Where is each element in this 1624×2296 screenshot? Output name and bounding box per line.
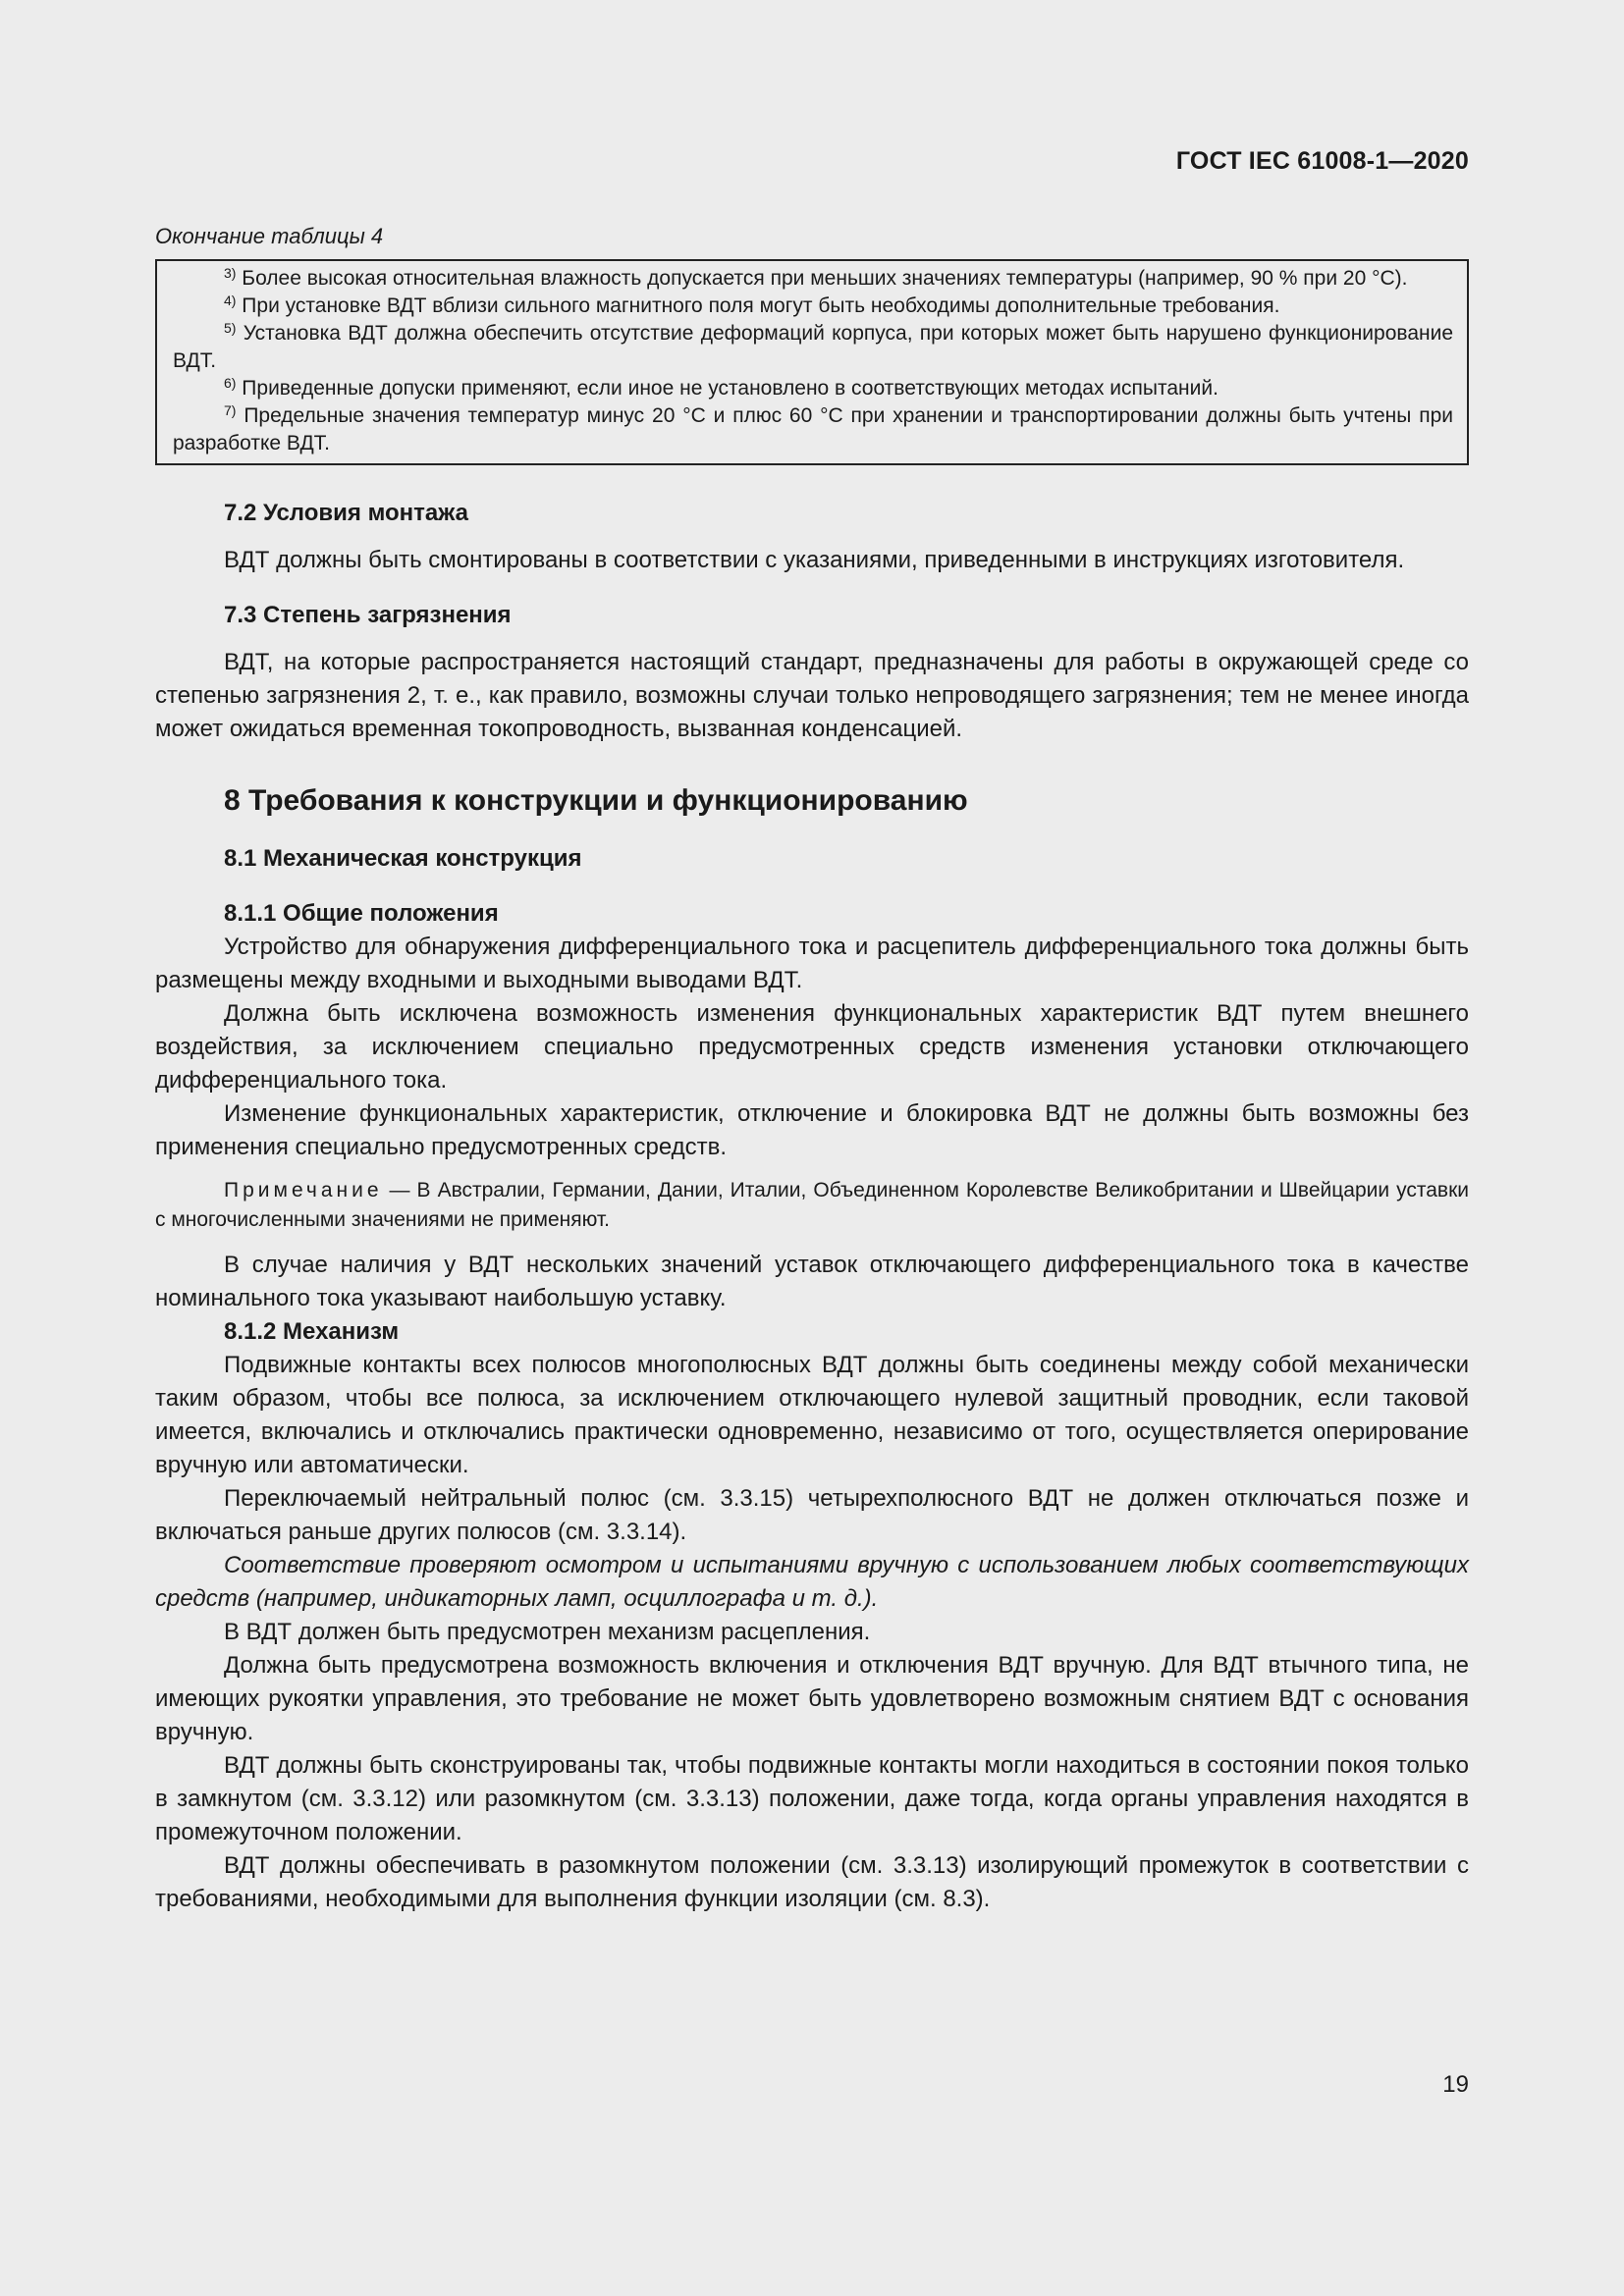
page-content	[155, 222, 1469, 1916]
paragraph: Подвижные контакты всех полюсов многополюсных ВДТ должны быть соединены между собой механически таким образом, чтобы все полюса, за исключением отключающего нулевой защитный проводник, если таковой имеется, включались и отключались практически одновременно, независимо от того, осуществляется оперирование вручную или автоматически.	[155, 1352, 1469, 1478]
note-label: Примечание	[224, 1179, 383, 1201]
section-heading-8-1: 8.1 Механическая конструкция	[224, 845, 582, 872]
footnote-mark: 5)	[224, 320, 237, 336]
paragraph: Изменение функциональных характеристик, отключение и блокировка ВДТ не должны быть возможны без применения специально предусмотренных средств.	[155, 1100, 1469, 1160]
paragraph: ВДТ должны быть сконструированы так, чтобы подвижные контакты могли находиться в состоянии покоя только в замкнутом (см. 3.3.12) или разомкнутом (см. 3.3.13) положении, даже тогда, когда органы управления находятся в промежуточном положении.	[155, 1752, 1469, 1845]
paragraph: Должна быть исключена возможность изменения функциональных характеристик ВДТ путем внешнего воздействия, за исключением специально предусмотренных средств изменения установки отключающего дифференциального тока.	[155, 1000, 1469, 1094]
paragraph: В ВДТ должен быть предусмотрен механизм расцепления.	[224, 1619, 871, 1645]
table-footnotes-box	[155, 259, 1469, 465]
footnote-text: Более высокая относительная влажность допускается при меньших значениях температуры (например, 90 % при 20 °C).	[242, 267, 1408, 290]
section-heading-8-1-1: 8.1.1 Общие положения	[224, 900, 499, 927]
paragraph: В случае наличия у ВДТ нескольких значений уставок отключающего дифференциального тока в качестве номинального тока указывают наибольшую уставку.	[155, 1252, 1469, 1311]
paragraph: Переключаемый нейтральный полюс (см. 3.3.15) четырехполюсного ВДТ не должен отключаться позже и включаться раньше других полюсов (см. 3.3.14).	[155, 1485, 1469, 1545]
footnote-mark: 6)	[224, 375, 237, 391]
footnote-text: Установка ВДТ должна обеспечить отсутствие деформаций корпуса, при которых может быть нарушено функционирование ВДТ.	[173, 322, 1454, 372]
footnote	[173, 320, 1453, 375]
footnote	[173, 265, 1453, 293]
footnote-mark: 7)	[224, 402, 237, 418]
paragraph: Должна быть предусмотрена возможность включения и отключения ВДТ вручную. Для ВДТ втычного типа, не имеющих рукоятки управления, это требование не может быть удовлетворено возможным снятием ВДТ с основания вручную.	[155, 1652, 1469, 1745]
footnote-mark: 3)	[224, 265, 237, 281]
section-7-2-text: ВДТ должны быть смонтированы в соответствии с указаниями, приведенными в инструкциях изготовителя.	[224, 547, 1405, 573]
footnote	[173, 375, 1453, 402]
paragraph: ВДТ должны обеспечивать в разомкнутом положении (см. 3.3.13) изолирующий промежуток в соответствии с требованиями, необходимыми для выполнения функции изоляции (см. 8.3).	[155, 1852, 1469, 1912]
footnote	[173, 402, 1453, 457]
page-number: 19	[1442, 2071, 1469, 2098]
section-heading-8: 8 Требования к конструкции и функционированию	[224, 784, 968, 817]
section-heading-8-1-2: 8.1.2 Механизм	[224, 1318, 400, 1345]
table-continuation-caption: Окончание таблицы 4	[155, 224, 384, 248]
footnote	[173, 293, 1453, 320]
note-text: — В Австралии, Германии, Дании, Италии, Объединенном Королевстве Великобритании и Швейцарии уставки с многочисленными значениями не применяют.	[155, 1179, 1469, 1231]
paragraph: Устройство для обнаружения дифференциального тока и расцепитель дифференциального тока должны быть размещены между входными и выходными выводами ВДТ.	[155, 934, 1469, 993]
section-heading-7-2: 7.2 Условия монтажа	[224, 500, 468, 526]
footnote-text: Предельные значения температур минус 20 °C и плюс 60 °C при хранении и транспортировании должны быть учтены при разработке ВДТ.	[173, 404, 1453, 454]
footnote-text: При установке ВДТ вблизи сильного магнитного поля могут быть необходимы дополнительные требования.	[242, 294, 1280, 317]
note	[155, 1176, 1469, 1235]
footnote-mark: 4)	[224, 293, 237, 308]
section-heading-7-3: 7.3 Степень загрязнения	[224, 602, 512, 628]
section-7-3-text: ВДТ, на которые распространяется настоящий стандарт, предназначены для работы в окружающей среде со степенью загрязнения 2, т. е., как правило, возможны случаи только непроводящего загрязнения; тем не менее иногда может ожидаться временная токопроводность, вызванная конденсацией.	[155, 649, 1469, 742]
compliance-check-paragraph: Соответствие проверяют осмотром и испытаниями вручную с использованием любых соответствующих средств (например, индикаторных ламп, осциллографа и т. д.).	[155, 1552, 1469, 1612]
footnote-text: Приведенные допуски применяют, если иное не установлено в соответствующих методах испытаний.	[242, 377, 1218, 400]
document-code-header: ГОСТ IEC 61008-1—2020	[1175, 147, 1469, 175]
